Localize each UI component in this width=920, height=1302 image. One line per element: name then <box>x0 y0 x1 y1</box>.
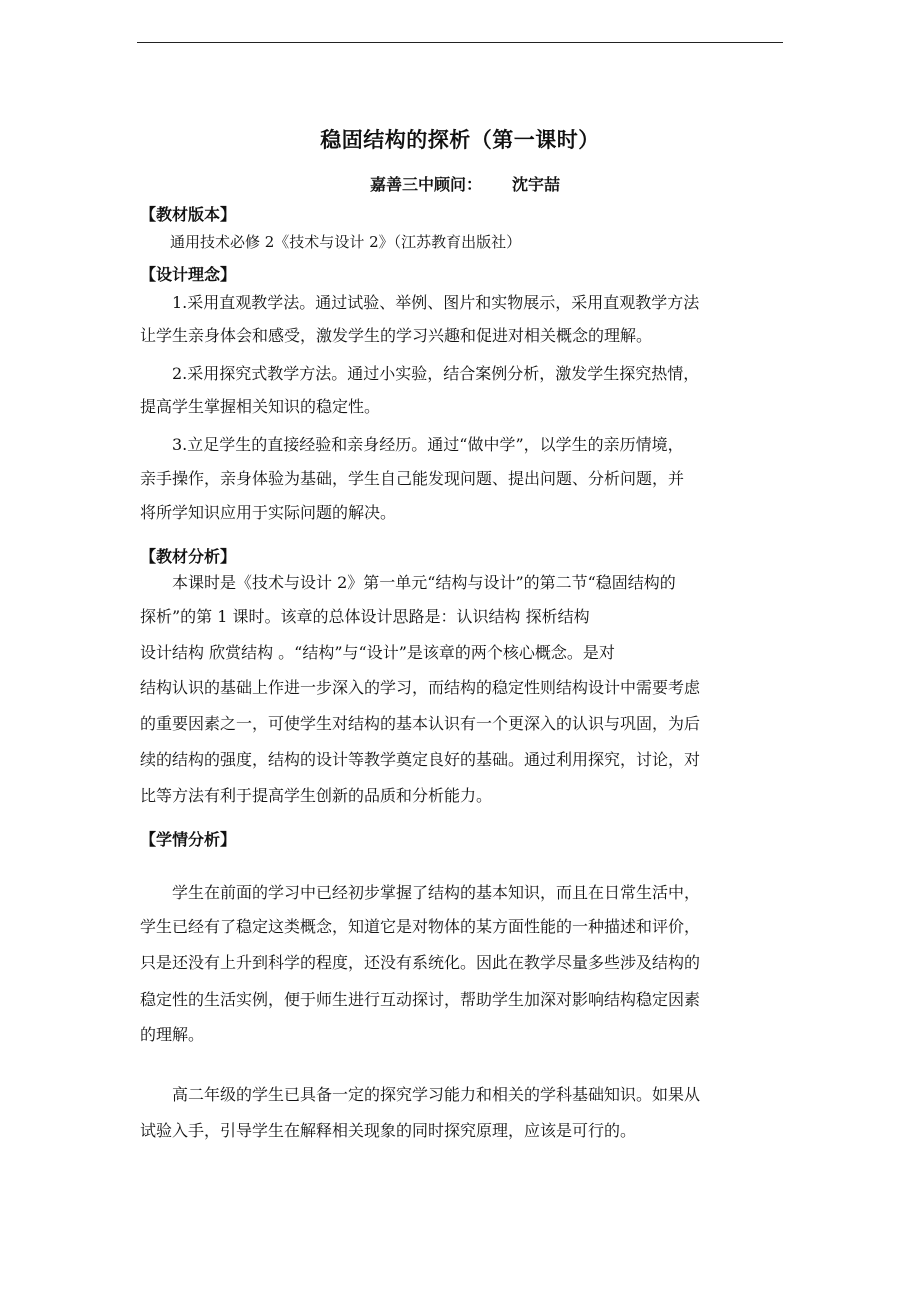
textbook-analysis-line: 设计结构 欣赏结构 。“结构”与“设计”是该章的两个核心概念。是对 <box>140 643 615 662</box>
learner-analysis-line: 只是还没有上升到科学的程度，还没有系统化。因此在教学尽量多些涉及结构的 <box>140 953 701 972</box>
document-title: 稳固结构的探析（第一课时） <box>320 128 600 152</box>
author-label: 嘉善三中顾问： <box>370 175 483 194</box>
textbook-analysis-line: 的重要因素之一，可使学生对结构的基本认识有一个更深入的认识与巩固，为后 <box>140 714 701 733</box>
author-line <box>370 172 560 195</box>
design-concept-line: 让学生亲身体会和感受，激发学生的学习兴趣和促进对相关概念的理解。 <box>140 326 653 345</box>
learner-analysis-line: 试验入手，引导学生在解释相关现象的同时探究原理，应该是可行的。 <box>140 1121 637 1140</box>
textbook-analysis-line: 比等方法有利于提高学生创新的品质和分析能力。 <box>140 786 493 805</box>
header-rule <box>137 42 783 43</box>
textbook-analysis-line: 结构认识的基础上作进一步深入的学习，而结构的稳定性则结构设计中需要考虑 <box>140 678 701 697</box>
learner-analysis-line: 学生在前面的学习中已经初步掌握了结构的基本知识，而且在日常生活中， <box>172 883 701 902</box>
design-concept-line: 提高学生掌握相关知识的稳定性。 <box>140 397 381 416</box>
learner-analysis-line: 高二年级的学生已具备一定的探究学习能力和相关的学科基础知识。如果从 <box>172 1085 701 1104</box>
learner-analysis-line: 稳定性的生活实例，便于师生进行互动探讨，帮助学生加深对影响结构稳定因素 <box>140 990 701 1009</box>
learner-analysis-line: 的理解。 <box>140 1025 205 1044</box>
heading-textbook-version: 【教材版本】 <box>140 205 237 224</box>
textbook-analysis-line: 续的结构的强度，结构的设计等教学奠定良好的基础。通过利用探究，讨论，对 <box>140 750 701 769</box>
author-name: 沈宇喆 <box>512 175 561 194</box>
textbook-version-text: 通用技术必修 2《技术与设计 2》（江苏教育出版社） <box>170 233 522 251</box>
design-concept-line: 2.采用探究式教学方法。通过小实验，结合案例分析，激发学生探究热情， <box>172 364 700 383</box>
heading-textbook-analysis: 【教材分析】 <box>140 547 237 566</box>
textbook-analysis-line: 本课时是《技术与设计 2》第一单元“结构与设计”的第二节“稳固结构的 <box>172 573 676 592</box>
heading-design-concept: 【设计理念】 <box>140 265 237 284</box>
learner-analysis-line: 学生已经有了稳定这类概念，知道它是对物体的某方面性能的一种描述和评价， <box>140 917 701 936</box>
design-concept-line: 1.采用直观教学法。通过试验、举例、图片和实物展示，采用直观教学方法 <box>172 293 700 312</box>
design-concept-line: 3.立足学生的直接经验和亲身经历。通过“做中学”，以学生的亲历情境， <box>172 435 684 454</box>
heading-learner-analysis: 【学情分析】 <box>140 830 237 849</box>
textbook-analysis-line: 探析”的第 1 课时。该章的总体设计思路是：认识结构 探析结构 <box>140 607 590 626</box>
design-concept-line: 亲手操作，亲身体验为基础，学生自己能发现问题、提出问题、分析问题，并 <box>140 469 685 488</box>
design-concept-line: 将所学知识应用于实际问题的解决。 <box>140 503 397 522</box>
